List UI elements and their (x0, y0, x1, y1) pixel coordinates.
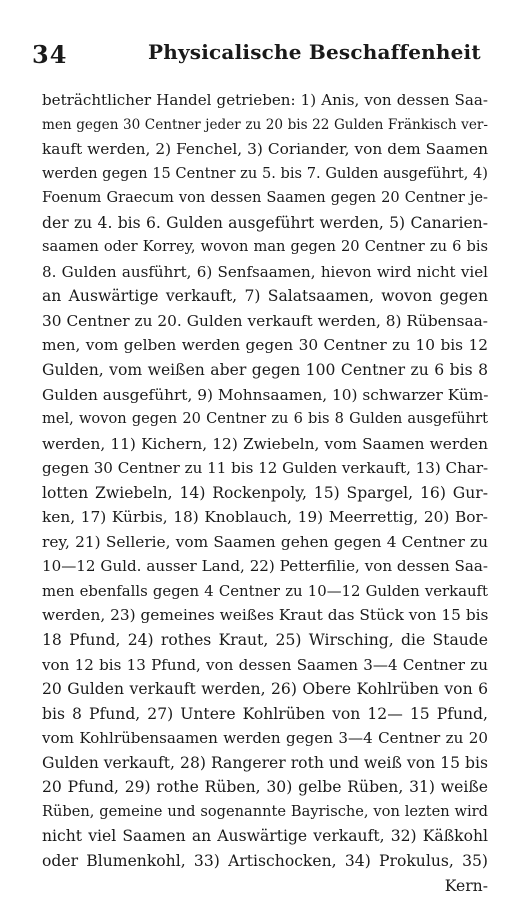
text-line: an Auswärtige verkauft, 7) Salatsaamen, wovon gegen (42, 284, 488, 309)
text-line: rey, 21) Sellerie, vom Saamen gehen gegen 4 Centner zu (42, 530, 488, 555)
text-line: beträchtlicher Handel getrieben: 1) Anis, von dessen Saa- (42, 88, 488, 113)
text-line: 20 Pfund, 29) rothe Rüben, 30) gelbe Rüben, 31) weiße (42, 775, 488, 800)
text-line: 20 Gulden verkauft werden, 26) Obere Kohlrüben von 6 (42, 677, 488, 702)
text-line: 30 Centner zu 20. Gulden verkauft werden, 8) Rübensaa- (42, 309, 488, 334)
text-line: ken, 17) Kürbis, 18) Knoblauch, 19) Meerrettig, 20) Bor- (42, 505, 488, 530)
body-text (42, 88, 488, 898)
text-line: gegen 30 Centner zu 11 bis 12 Gulden verkauft, 13) Char- (42, 456, 488, 481)
text-line: 18 Pfund, 24) rothes Kraut, 25) Wirsching, die Staude (42, 628, 488, 653)
text-line: saamen oder Korrey, wovon man gegen 20 Centner zu 6 bis (42, 235, 488, 260)
text-line: nicht viel Saamen an Auswärtige verkauft, 32) Käßkohl (42, 824, 488, 849)
text-line: werden gegen 15 Centner zu 5. bis 7. Gulden ausgeführt, 4) (42, 162, 488, 187)
text-line: oder Blumenkohl, 33) Artischocken, 34) Prokulus, 35) (42, 849, 488, 874)
text-line: werden, 11) Kichern, 12) Zwiebeln, vom Saamen werden (42, 432, 488, 457)
text-line: Gulden, vom weißen aber gegen 100 Centner zu 6 bis 8 (42, 358, 488, 383)
text-line: men gegen 30 Centner jeder zu 20 bis 22 Gulden Fränkisch ver- (42, 113, 488, 138)
text-line: men ebenfalls gegen 4 Centner zu 10—12 Gulden verkauft (42, 579, 488, 604)
catchword: Kern- (42, 874, 488, 898)
running-head: Physicalische Beschaffenheit (148, 40, 481, 64)
text-line: men, vom gelben werden gegen 30 Centner zu 10 bis 12 (42, 333, 488, 358)
text-line: Gulden ausgeführt, 9) Mohnsaamen, 10) schwarzer Küm- (42, 383, 488, 408)
text-line: 10—12 Guld. ausser Land, 22) Petterfilie, von dessen Saa- (42, 554, 488, 579)
text-line: lotten Zwiebeln, 14) Rockenpoly, 15) Spargel, 16) Gur- (42, 481, 488, 506)
text-line: bis 8 Pfund, 27) Untere Kohlrüben von 12— 15 Pfund, (42, 702, 488, 727)
page-header (30, 40, 496, 74)
text-line: Rüben, gemeine und sogenannte Bayrische, von lezten wird (42, 800, 488, 825)
text-line: von 12 bis 13 Pfund, von dessen Saamen 3—4 Centner zu (42, 653, 488, 678)
page-number: 34 (32, 40, 67, 69)
text-line: mel, wovon gegen 20 Centner zu 6 bis 8 Gulden ausgeführt (42, 407, 488, 432)
text-line: kauft werden, 2) Fenchel, 3) Coriander, von dem Saamen (42, 137, 488, 162)
text-line: vom Kohlrübensaamen werden gegen 3—4 Centner zu 20 (42, 726, 488, 751)
text-line: 8. Gulden ausführt, 6) Senfsaamen, hievon wird nicht viel (42, 260, 488, 285)
text-line: der zu 4. bis 6. Gulden ausgeführt werden, 5) Canarien- (42, 211, 488, 236)
text-line: werden, 23) gemeines weißes Kraut das Stück von 15 bis (42, 603, 488, 628)
text-line: Foenum Graecum von dessen Saamen gegen 20 Centner je- (42, 186, 488, 211)
text-line: Gulden verkauft, 28) Rangerer roth und weiß von 15 bis (42, 751, 488, 776)
